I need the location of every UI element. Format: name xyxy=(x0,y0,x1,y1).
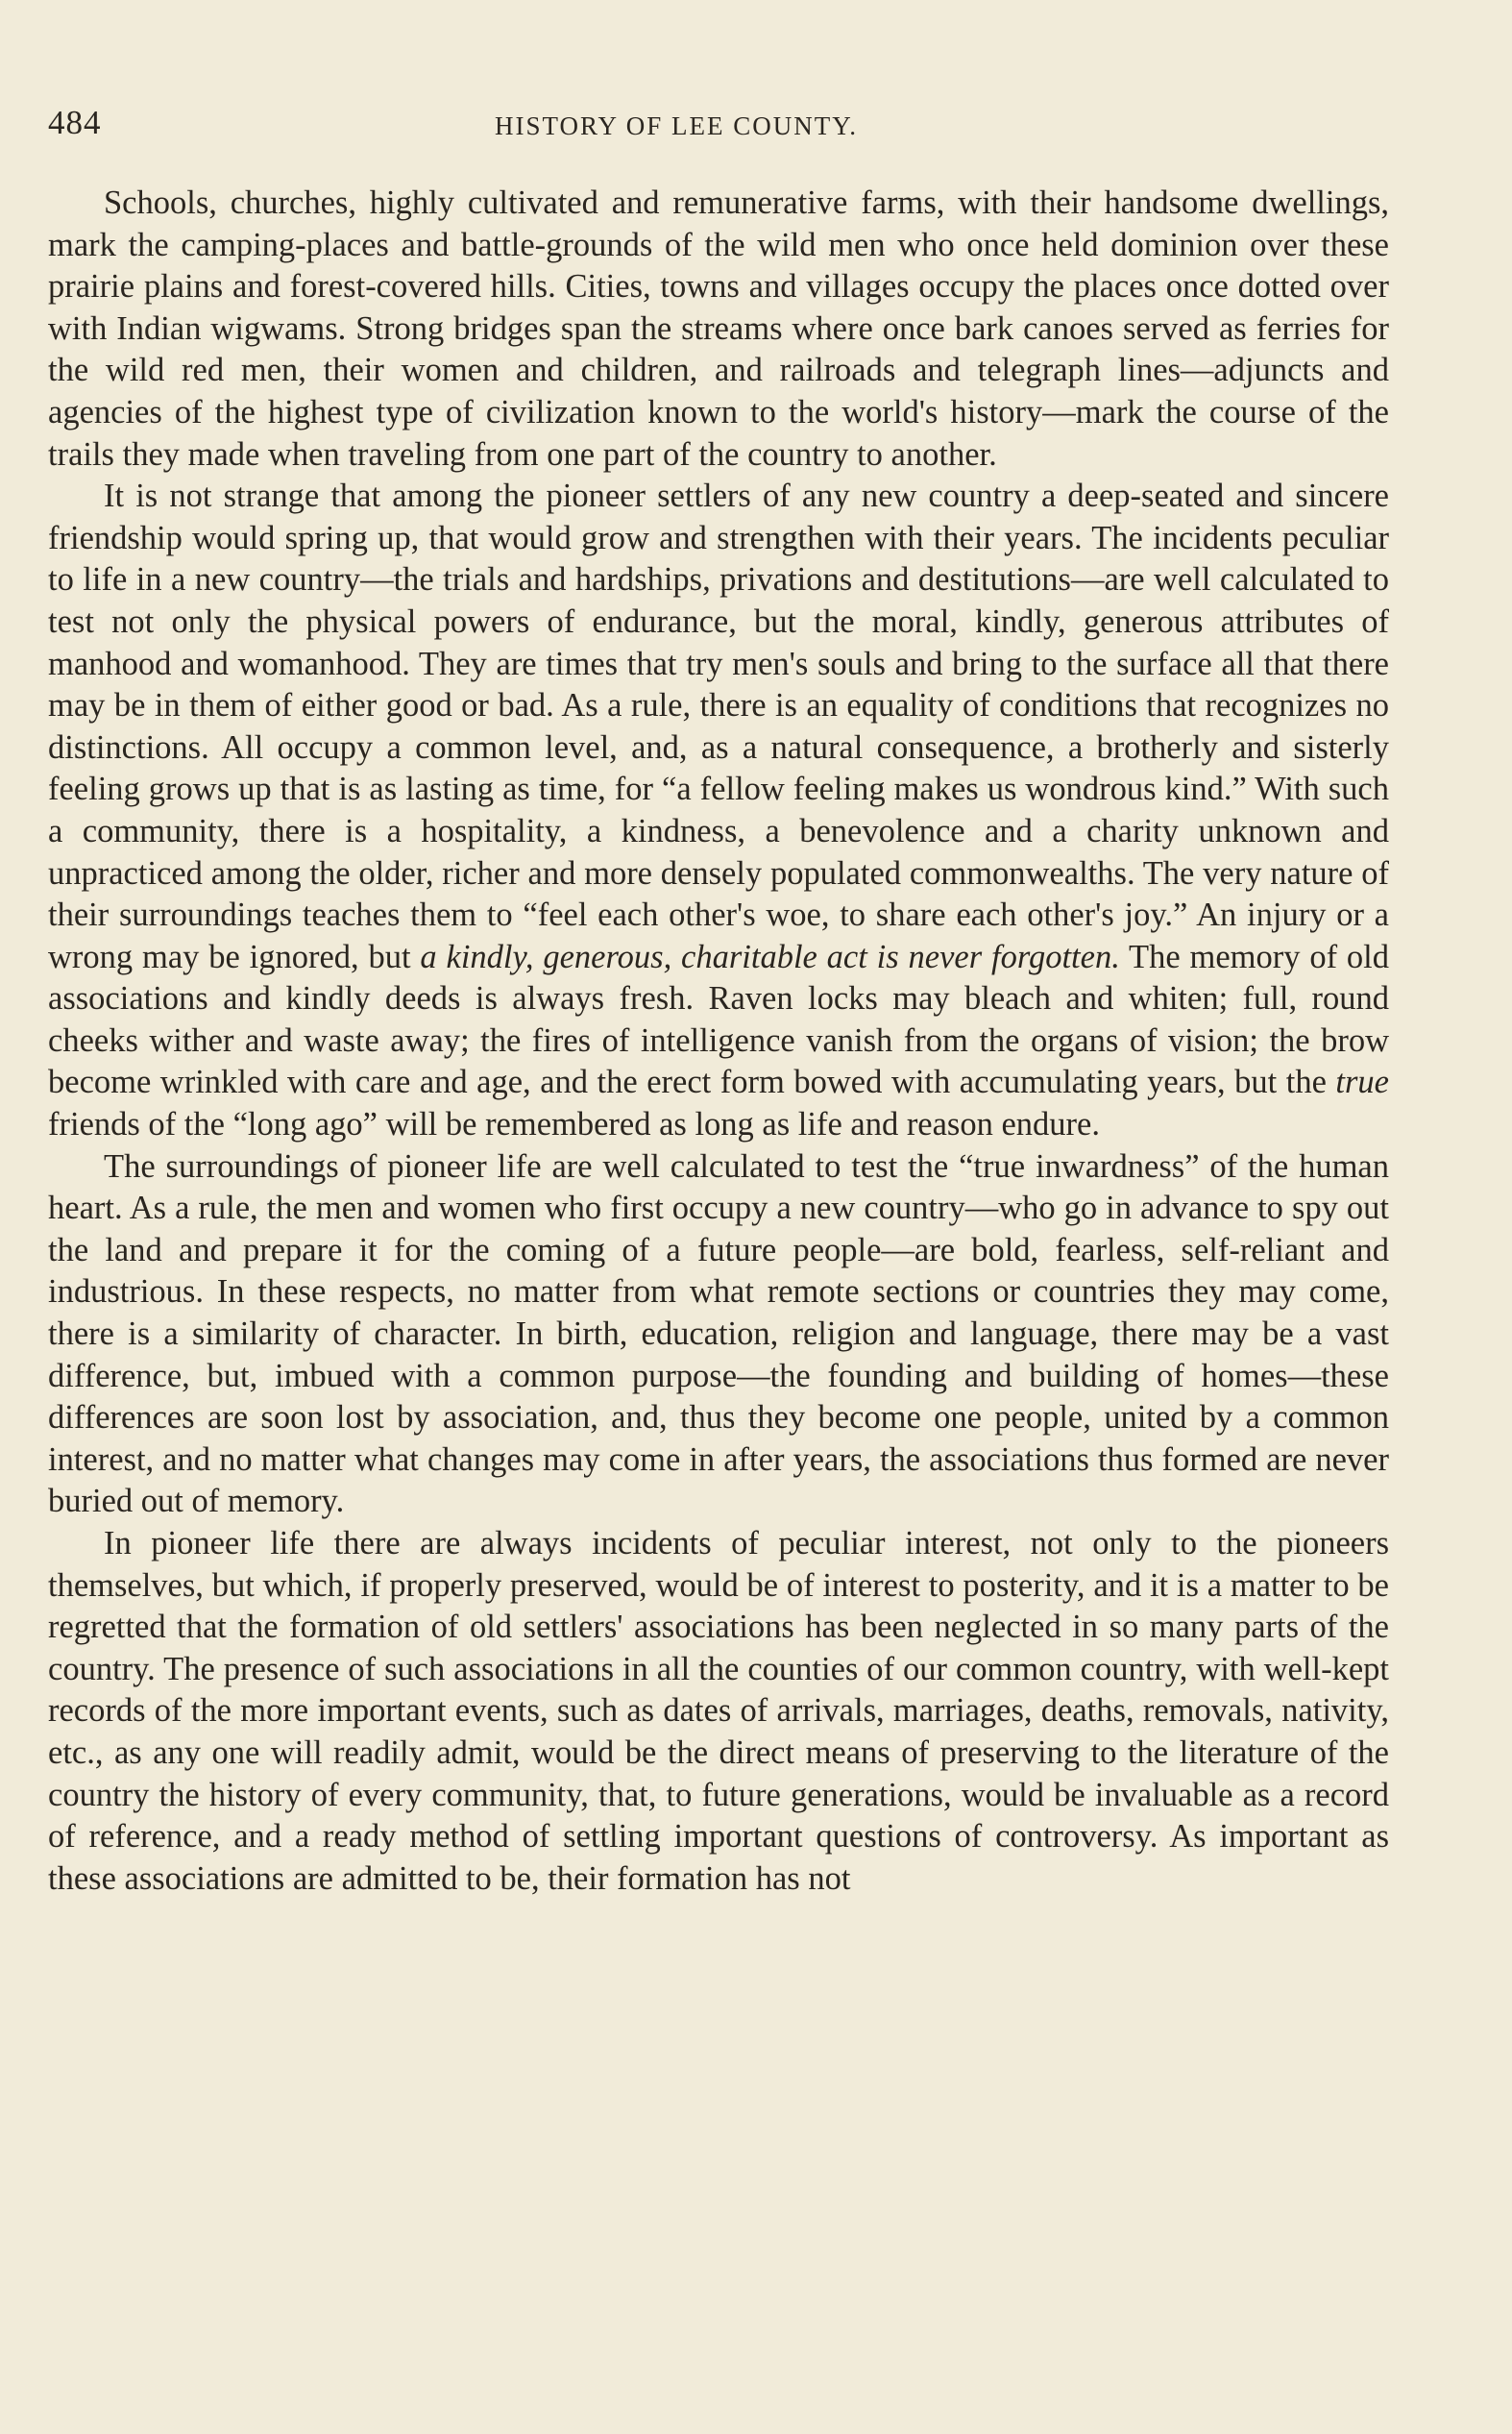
italic-phrase: a kindly, generous, charitable act is never forgotten. xyxy=(420,938,1120,975)
paragraph-text: In pioneer life there are always incidents of peculiar interest, not only to the pioneers themselves, but which, if properly preserved, would be of interest to posterity, and it is a matter to be regretted that the formation of old settlers' associations has been neglected in so many parts of the country. The presence of such associations in all the counties of our common country, with well-kept records of the more important events, such as dates of arrivals, marriages, deaths, removals, nativity, etc., as any one will readily admit, would be the direct means of preserving to the literature of the country the history of every community, that, to future generations, would be invaluable as a record of reference, and a ready method of settling important questions of controversy. As important as these associations are admitted to be, their formation has not xyxy=(48,1525,1389,1897)
paragraph-text: It is not strange that among the pioneer settlers of any new country a deep-seated and sincere friendship would spring up, that would grow and strengthen with their years. The incidents peculiar to life in a new country—the trials and hardships, privations and destitutions—are well calculated to test not only the physical powers of endurance, but the moral, kindly, generous attributes of manhood and womanhood. They are times that try men's souls and bring to the surface all that there may be in them of either good or bad. As a rule, there is an equality of conditions that recognizes no distinctions. All occupy a common level, and, as a natural consequence, a brotherly and sisterly feeling grows up that is as lasting as time, for “a fellow feeling makes us wondrous kind.” With such a community, there is a hospitality, a kindness, a benevolence and a charity unknown and unpracticed among the older, richer and more densely populated commonwealths. The very nature of their surroundings teaches them to “feel each other's woe, to share each other's joy.” An injury or a wrong may be ignored, but xyxy=(48,478,1389,975)
paragraph-3 xyxy=(48,1146,1389,1523)
paragraph-text: The surroundings of pioneer life are well calculated to test the “true inwardness” of the human heart. As a rule, the men and women who first occupy a new country—who go in advance to spy out the land and prepare it for the coming of a future people—are bold, fearless, self-reliant and industrious. In these respects, no matter from what remote sections or countries they may come, there is a similarity of character. In birth, education, religion and language, there may be a vast difference, but, imbued with a common purpose—the founding and building of homes—these differences are soon lost by association, and, thus they become one people, united by a common interest, and no matter what changes may come in after years, the associations thus formed are never buried out of memory. xyxy=(48,1147,1389,1520)
paragraph-text: Schools, churches, highly cultivated and remunerative farms, with their handsome dwellings, mark the camping-places and battle-grounds of the wild men who once held dominion over these prairie plains and forest-covered hills. Cities, towns and villages occupy the places once dotted over with Indian wigwams. Strong bridges span the streams where once bark canoes served as ferries for the wild red men, their women and children, and railroads and telegraph lines—adjuncts and agencies of the highest type of civilization known to the world's history—mark the course of the trails they made when traveling from one part of the country to another. xyxy=(48,184,1389,473)
paragraph-2 xyxy=(48,476,1389,1146)
running-head: HISTORY OF LEE COUNTY. xyxy=(495,111,859,140)
body-text xyxy=(48,183,1389,1900)
page-header xyxy=(48,104,1393,152)
paragraph-4 xyxy=(48,1523,1389,1900)
paragraph-text: The memory of old associations and kindly deeds is always fresh. Raven locks may bleach and whiten; full, round cheeks wither and waste away; the fires of intelligence vanish from the organs of vision; the brow become wrinkled with care and age, and the erect form bowed with accumulating years, but the xyxy=(48,938,1390,1101)
italic-word: true xyxy=(1335,1064,1389,1101)
paragraph-1 xyxy=(48,183,1389,476)
paragraph-text: friends of the “long ago” will be remembered as long as life and reason endure. xyxy=(48,1106,1100,1143)
page-number: 484 xyxy=(48,104,102,141)
